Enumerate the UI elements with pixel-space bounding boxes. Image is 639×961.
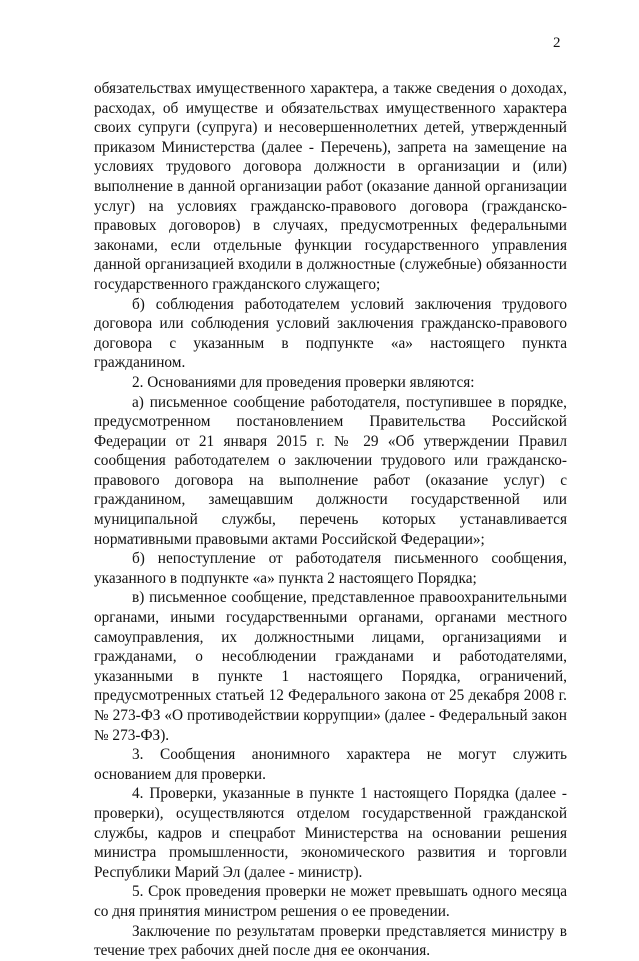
paragraph-subclause-b: б) соблюдения работодателем условий заключения трудового договора или соблюдения условий заключения гражданско-правового договора с указанным в подпункте «а» настоящего пункта гражданином. <box>94 295 567 372</box>
paragraph-section-5: 5. Срок проведения проверки не может превышать одного месяца со дня принятия министром решения о ее проведении. <box>94 883 567 920</box>
paragraph-section-3: 3. Сообщения анонимного характера не могут служить основанием для проверки. <box>94 746 567 783</box>
page-number: 2 <box>553 35 561 51</box>
paragraph-section-4: 4. Проверки, указанные в пункте 1 настоящего Порядка (далее - проверки), осуществляются отделом государственной гражданской службы, кадров и спецработ Министерства на основании решения министра промышленности, экономического развития и торговли Республики Марий Эл (далее - министр). <box>94 785 567 881</box>
paragraph-section-2b: б) непоступление от работодателя письменного сообщения, указанного в подпункте «а» пункта 2 настоящего Порядка; <box>94 550 567 587</box>
paragraph-section-2v: в) письменное сообщение, представленное правоохранительными органами, иными государственными органами, органами местного самоуправления, их должностными лицами, организациями и гражданами, о несоблюдении гражданами и работодателями, указанными в пункте 1 настоящего Порядка, ограничений, предусмотренных статьей 12 Федерального закона от 25 декабря 2008 г. № 273-ФЗ «О противодействии коррупции» (далее - Федеральный закон № 273-ФЗ). <box>94 589 567 744</box>
paragraph-section-2: 2. Основаниями для проведения проверки являются: <box>132 373 475 391</box>
paragraph-continuation: обязательствах имущественного характера, а также сведения о доходах, расходах, об имуществе и обязательствах имущественного характера своих супруги (супруга) и несовершеннолетних детей, утвержденный приказом Министерства (далее - Перечень), запрета на замещение на условиях трудового договора должности в организации и (или) выполнение в данной организации работ (оказание данной организации услуг) на условиях гражданско-правового договора (гражданско-правовых договоров) в случаях, предусмотренных федеральными законами, если отдельные функции государственного управления данной организацией входили в должностные (служебные) обязанности государственного гражданского служащего; <box>94 80 567 293</box>
document-body <box>94 79 567 961</box>
paragraph-conclusion: Заключение по результатам проверки представляется министру в течение трех рабочих дней после дня ее окончания. <box>94 922 567 960</box>
paragraph-section-2a: а) письменное сообщение работодателя, поступившее в порядке, предусмотренном постановлением Правительства Российской Федерации от 21 января 2015 г. № 29 «Об утверждении Правил сообщения работодателем о заключении трудового или гражданско-правового договора на выполнение работ (оказание услуг) с гражданином, замещавшим должности государственной или муниципальной службы, перечень которых устанавливается нормативными правовыми актами Российской Федерации»; <box>94 393 567 548</box>
